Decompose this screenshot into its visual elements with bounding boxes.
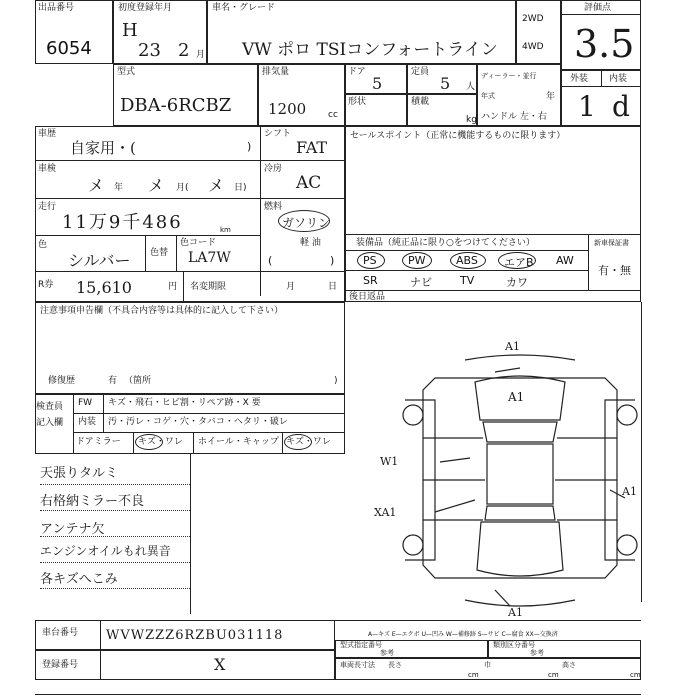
equip-row1-line: [345, 250, 588, 251]
after-label: 後日返品: [349, 292, 386, 302]
inspector-interior: 内装: [78, 417, 97, 427]
disp-value: 1200: [268, 100, 307, 118]
disp-cc: cc: [328, 110, 338, 120]
color-divider1: [145, 235, 146, 271]
legend-cm1: cm: [468, 671, 479, 679]
mark-bottom: A1: [508, 606, 523, 619]
legend-class-label: 類別区分番号: [493, 641, 535, 649]
equip-leather: カワ: [506, 276, 528, 289]
color-divider2: [176, 235, 177, 271]
recycle-yen: 円: [168, 282, 178, 292]
usage-label: 車歴: [38, 129, 57, 139]
name-change-label: 名変期限: [190, 282, 227, 292]
mark-top: A1: [505, 340, 520, 353]
shift-line: [260, 160, 345, 161]
legend-cm2: cm: [548, 671, 559, 679]
remark-dots-1: [40, 484, 190, 485]
equip-row2-line: [345, 270, 588, 271]
lot-number: 6054: [46, 38, 92, 59]
equip-abs-circle: [450, 252, 486, 269]
remark-3: アンテナ欠: [40, 522, 105, 537]
equip-aw: AW: [556, 254, 574, 267]
legend-length: 長さ: [388, 661, 402, 669]
sales-label: セールスポイント（正常に機能するものに限ります）: [350, 131, 566, 141]
equip-airbag: エアB: [504, 256, 534, 269]
inspection-month-unit: 月(: [176, 183, 189, 193]
inspection-label: 車検: [38, 164, 57, 174]
inspector-line1: [73, 413, 345, 414]
usage-close: ): [247, 140, 252, 153]
color-line: [35, 271, 345, 272]
fuel-value: ガソリン: [282, 216, 331, 230]
equip-sr: SR: [363, 274, 378, 287]
dealer-label: ディーラー・並行: [481, 72, 537, 80]
equip-pw-circle: [402, 252, 432, 269]
reg-num-label: 登録番号: [42, 660, 79, 670]
mark-left-rear: XA1: [374, 506, 397, 519]
usage-value: 自家用・(: [70, 139, 136, 157]
year-type-unit: 年: [546, 92, 556, 102]
fuel-oil-label: 軽 油: [300, 238, 321, 248]
name-change-month: 月: [286, 282, 296, 292]
remark-dots-2: [40, 510, 190, 511]
mark-right: A1: [622, 485, 637, 498]
reg-era: H: [122, 20, 138, 41]
mileage-value: 11万9千486: [62, 212, 183, 233]
color-code: LA7W: [188, 250, 231, 266]
remark-dots-5: [40, 588, 190, 589]
shape-label: 形状: [348, 97, 367, 107]
lot-label: 出品番号: [38, 3, 75, 13]
remark-4: エンジンオイルもれ異音: [40, 544, 171, 558]
remark-2: 右格納ミラー不良: [40, 494, 145, 509]
inspector-fw: FW: [78, 398, 93, 408]
model-label: 型式: [117, 67, 136, 77]
cap-label: 定員: [411, 67, 430, 77]
interior-grade: d: [612, 90, 630, 123]
inspector-fw-items: キズ・飛石・ヒビ割・リペア跡・X 要: [108, 398, 261, 408]
legend-length-ref: 車両長寸法: [340, 661, 375, 669]
inspection-year-unit: 年: [114, 183, 124, 193]
color-change-label: 色替: [150, 248, 169, 258]
score-divider: [561, 14, 641, 15]
recycle-label: R券: [38, 280, 54, 290]
place-close: ): [334, 376, 338, 386]
usage-line: [35, 160, 260, 161]
mileage-line: [35, 235, 260, 236]
shift-label: シフト: [264, 129, 292, 139]
fuel-paren-open: (: [268, 254, 273, 267]
legend-codes: A—キズ E—エクボ U—凹み W—補修跡 S—サビ C—腐食 XX—交換済: [368, 631, 558, 638]
legend-height: 高さ: [562, 661, 576, 669]
car-name: VW ポロ TSIコンフォートライン: [242, 40, 498, 60]
equip-line: [345, 234, 641, 235]
reg-month: 2: [178, 40, 190, 61]
equip-label: 装備品（純正品に限り○をつけてください）: [356, 238, 535, 248]
drive-4wd: 4WD: [522, 42, 544, 52]
cap-unit: 人: [466, 82, 476, 92]
load-kg: kg: [466, 115, 477, 125]
inspection-day: メ: [208, 176, 225, 195]
equip-tv: TV: [460, 274, 475, 287]
equip-vline: [588, 234, 589, 290]
inspection-line: [35, 198, 345, 199]
inspection-year: メ: [88, 176, 105, 195]
color-label: 色: [38, 240, 48, 250]
remark-dots-3: [40, 536, 190, 537]
year-type-label: 年式: [481, 92, 495, 100]
equip-ps-circle: [357, 252, 385, 269]
handle-label: ハンドル 左・右: [481, 112, 547, 122]
wheel-circle: [284, 434, 312, 450]
recycle-value: 15,610: [76, 278, 132, 297]
inspector-vline: [73, 394, 74, 454]
grade-divider: [601, 70, 602, 86]
inspector-vline2: [103, 394, 104, 432]
inspector-label1: 検査員: [36, 402, 64, 412]
place-label: （箇所: [124, 376, 152, 386]
chassis-label: 車台番号: [42, 628, 79, 638]
reg-num-value: X: [214, 655, 226, 674]
notes-label: 注意事項申告欄（不具合内容等は具体的に記入して下さい）: [40, 306, 284, 316]
disp-label: 排気量: [262, 67, 290, 77]
recycle-divider: [183, 271, 184, 302]
drive-2wd: 2WD: [522, 14, 544, 24]
color-code-label: 色コード: [180, 238, 217, 248]
model-value: DBA-6RCBZ: [120, 95, 232, 116]
score-label: 評価点: [584, 3, 612, 13]
color-value: シルバー: [68, 251, 131, 270]
equip-abs: ABS: [456, 254, 478, 267]
inspector-wheel: ホイール・キャップ: [198, 437, 279, 447]
mileage-label: 走行: [38, 202, 57, 212]
remark-1: 天張りタルミ: [40, 466, 119, 481]
legend-form-label: 型式指定番号: [340, 641, 382, 649]
right-block: [345, 126, 641, 302]
interior-label: 内装: [609, 74, 628, 84]
legend-class-ref: 参考: [530, 649, 544, 657]
fuel-paren-close: ): [330, 254, 335, 267]
equip-pw: PW: [408, 254, 426, 267]
reg-label: 初度登録年月: [118, 3, 173, 13]
drive-box: [516, 0, 561, 64]
inspector-label2: 記入欄: [36, 418, 64, 428]
load-label: 積載: [411, 97, 430, 107]
legend-cm3: cm: [630, 671, 641, 679]
chassis-value: WVWZZZ6RZBU031118: [106, 628, 284, 643]
inspector-vline3: [133, 432, 134, 454]
shift-value: FAT: [296, 138, 328, 157]
doors-value: 5: [372, 74, 383, 93]
inspection-day-unit: 日): [234, 183, 247, 193]
equip-ps: PS: [363, 254, 377, 267]
inspection-month: メ: [148, 176, 165, 195]
repair-label: 修復歴: [48, 376, 76, 386]
mirror-circle: [135, 434, 163, 450]
remark-dots-4: [40, 562, 190, 563]
inspector-line2: [73, 432, 345, 433]
inspector-vline5: [282, 432, 283, 454]
cooling-label: 冷房: [264, 164, 283, 174]
name-label: 車名・グレード: [212, 3, 276, 13]
inspector-mirror: ドアミラー: [76, 437, 121, 447]
cooling-value: AC: [296, 173, 322, 193]
exterior-grade: 1: [578, 90, 596, 123]
name-change-day: 日: [328, 282, 338, 292]
equip-row3-line: [345, 290, 641, 291]
remarks-vline: [190, 454, 191, 614]
reg-month-unit: 月: [196, 50, 206, 60]
new-value: 有・無: [598, 264, 631, 277]
mark-left-door: W1: [380, 455, 399, 468]
equip-navi: ナビ: [410, 276, 432, 289]
legend-form-ref: 参考: [380, 649, 394, 657]
exterior-label: 外装: [570, 74, 589, 84]
grade-hline: [561, 86, 641, 87]
fuel-label: 燃料: [264, 202, 283, 212]
cap-value: 5: [440, 74, 451, 93]
mileage-unit: km: [220, 226, 231, 234]
reg-year: 23: [138, 40, 161, 61]
mark-hood: A1: [508, 390, 525, 404]
inspector-vline4: [193, 432, 194, 454]
equip-airbag-circle: [498, 252, 536, 269]
inspector-wheel-items: キズ・ワレ: [286, 437, 331, 447]
reg-num-box: [35, 650, 335, 680]
new-label: 新車保証書: [594, 239, 629, 247]
bottom-edge: [35, 694, 641, 695]
legend-width: 巾: [484, 661, 491, 669]
score-value: 3.5: [574, 22, 635, 66]
fuel-circle: [278, 210, 330, 232]
inspector-mirror-items: キズ・ワレ: [138, 437, 183, 447]
remark-5: 各キズへこみ: [40, 572, 118, 587]
doors-label: ドア: [348, 67, 366, 77]
repair-value: 有: [108, 376, 118, 386]
inspector-interior-items: 汚・汚レ・コゲ・穴・タバコ・ヘタリ・破レ: [108, 417, 288, 427]
